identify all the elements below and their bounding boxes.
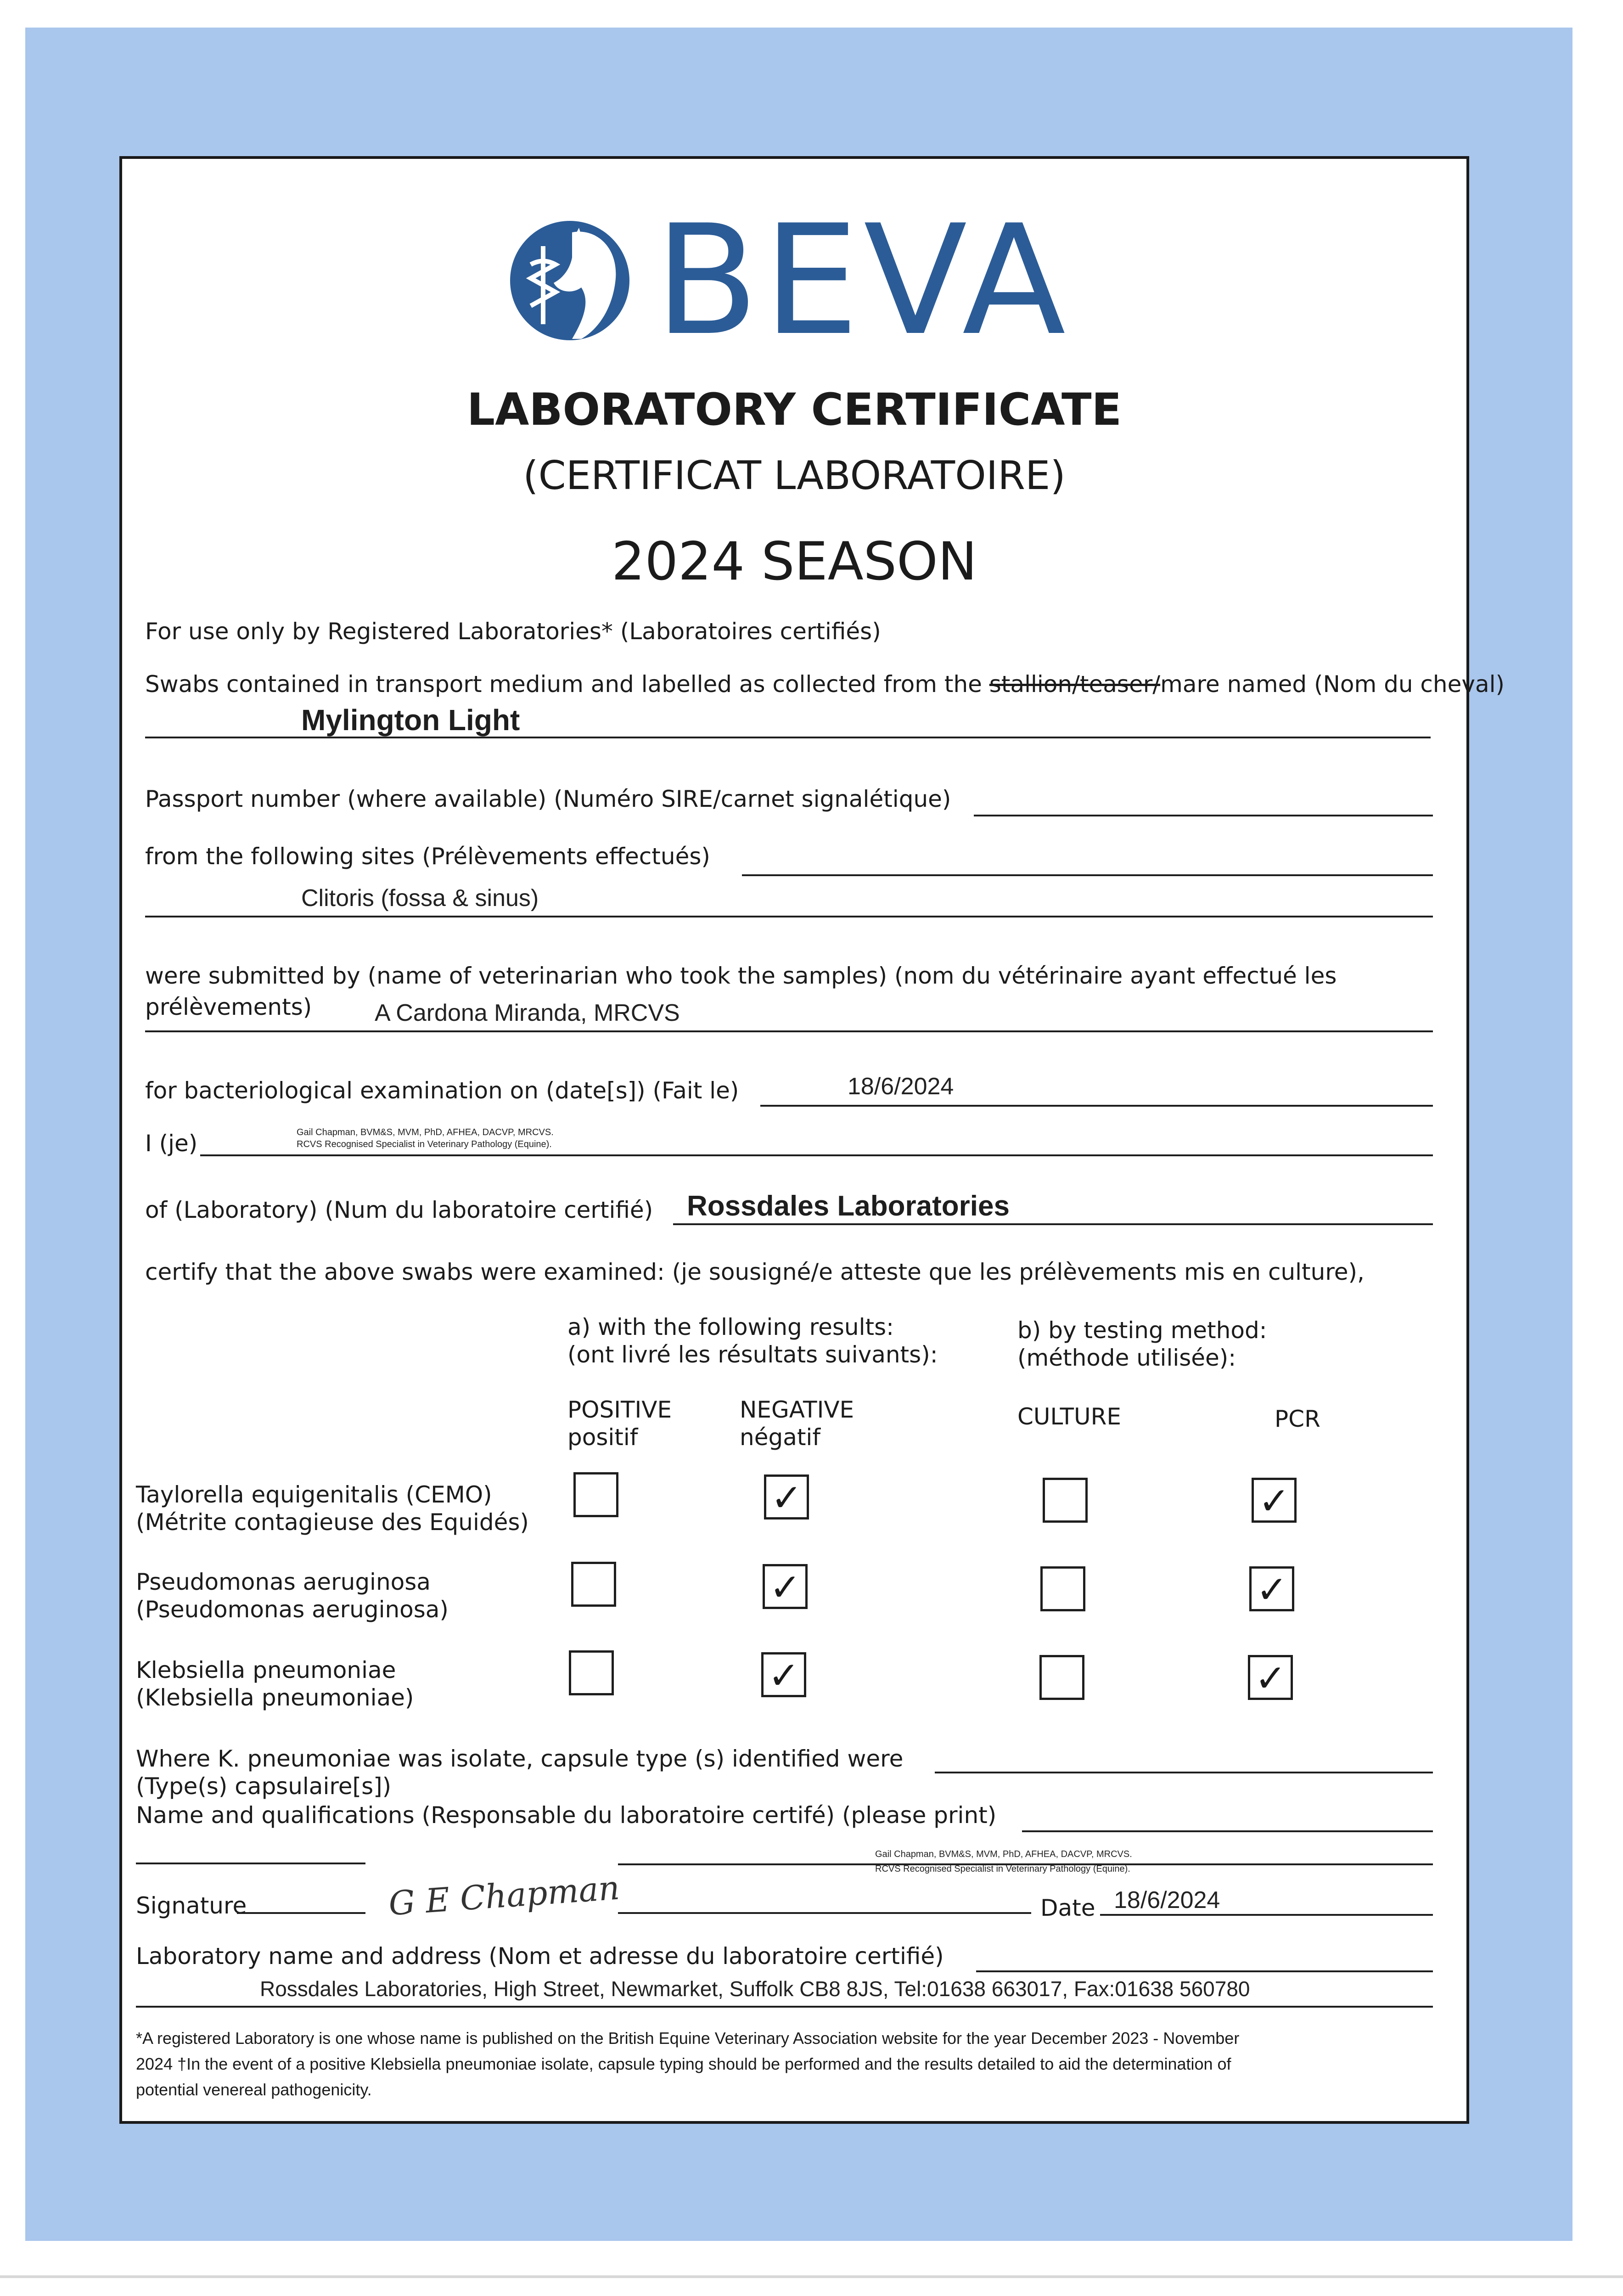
capsule-label-line1: Where K. pneumoniae was isolate, capsule type (s) identified were [136,1745,904,1772]
results-col-b-line2: (méthode utilisée): [1017,1345,1236,1371]
check-icon: ✓ [769,1566,801,1609]
positive-header-line1: POSITIVE [567,1396,672,1423]
lab-value: Rossdales Laboratories [687,1190,1010,1222]
swabs-label-prefix: Swabs contained in transport medium and labelled as collected from the [145,671,989,698]
swabs-label [145,671,1505,698]
logo-wordmark: BEVA [655,192,1071,369]
signature-line [237,1912,365,1914]
pcr-checkbox[interactable] [1248,1655,1293,1700]
pcr-checkbox[interactable] [1249,1566,1294,1611]
swabs-label-suffix: mare named (Nom du cheval) [1160,671,1505,698]
je-label: I (je) [145,1130,198,1157]
season-heading: 2024 SEASON [611,531,977,592]
organism-name-line1: Klebsiella pneumoniae [136,1657,396,1683]
stamp-line2: RCVS Recognised Specialist in Veterinary Pathology (Equine). [875,1864,1130,1874]
capsule-label-line2: (Type(s) capsulaire[s]) [136,1773,392,1800]
signature-label: Signature [136,1892,247,1919]
exam-label: for bacteriological examination on (date[s]) (Fait le) [145,1077,739,1104]
horse-name-line [145,737,1431,738]
swabs-label-struck: stallion/teaser/ [989,671,1161,698]
je-line [200,1154,1433,1156]
certify-text: certify that the above swabs were examined: (je sousigné/e atteste que les prélèvements mis en culture), [145,1259,1365,1285]
footnote-line3: potential venereal pathogenicity. [136,2080,372,2099]
registered-note: For use only by Registered Laboratories* (Laboratoires certifiés) [145,618,881,645]
page-subtitle: (CERTIFICAT LABORATOIRE) [523,453,1066,499]
page-title: LABORATORY CERTIFICATE [466,384,1122,435]
vet-value: A Cardona Miranda, MRCVS [375,1000,680,1026]
date-value: 18/6/2024 [1114,1887,1220,1913]
address-label-line [976,1970,1433,1972]
organism-name-line1: Pseudomonas aeruginosa [136,1569,431,1595]
pcr-checkbox[interactable] [1252,1478,1297,1523]
address-line [136,2006,1433,2008]
sites-label: from the following sites (Prélèvements effectués) [145,843,710,870]
signature-upper-line-left [136,1863,365,1864]
date-line [1100,1914,1433,1916]
vet-line [145,1030,1433,1032]
negative-header-line2: négatif [740,1424,820,1451]
culture-checkbox[interactable] [1040,1566,1085,1611]
vet-label-line2: prélèvements) [145,994,312,1020]
check-icon: ✓ [1255,1657,1286,1700]
je-stamp-line2: RCVS Recognised Specialist in Veterinary Pathology (Equine). [297,1139,552,1149]
check-icon: ✓ [771,1476,803,1520]
je-stamp-line1: Gail Chapman, BVM&S, MVM, PhD, AFHEA, DACVP, MRCVS. [297,1127,554,1137]
organism-name-line2: (Métrite contagieuse des Equidés) [136,1509,529,1536]
signature-right-line [618,1912,1031,1914]
sites-line-1 [742,874,1433,876]
results-col-a-line1: a) with the following results: [567,1314,894,1340]
stamp-line1: Gail Chapman, BVM&S, MVM, PhD, AFHEA, DACVP, MRCVS. [875,1849,1132,1859]
footnote-line1: *A registered Laboratory is one whose name is published on the British Equine Veterinary Association website for the year December 2023 - November [136,2029,1240,2048]
address-label: Laboratory name and address (Nom et adresse du laboratoire certifié) [136,1943,944,1970]
horse-name-value: Mylington Light [301,703,520,737]
certificate-sheet [119,156,1505,2124]
name-qual-label: Name and qualifications (Responsable du laboratoire certifé) (please print) [136,1802,997,1829]
passport-line [974,815,1433,816]
culture-header: CULTURE [1017,1403,1121,1430]
organism-name-line1: Taylorella equigenitalis (CEMO) [136,1481,492,1508]
check-icon: ✓ [1258,1480,1290,1523]
pcr-header: PCR [1275,1406,1320,1432]
beva-logo [503,192,1284,369]
organism-name-line2: (Klebsiella pneumoniae) [136,1684,414,1711]
positive-checkbox[interactable] [571,1562,616,1607]
signature-value: G E Chapman [387,1868,621,1923]
sites-value: Clitoris (fossa & sinus) [301,885,539,912]
positive-header-line2: positif [567,1424,638,1451]
sites-line-2 [145,916,1433,917]
name-qual-line [1022,1830,1433,1832]
check-icon: ✓ [768,1654,800,1698]
capsule-line [935,1772,1433,1773]
check-icon: ✓ [1256,1568,1288,1612]
lab-line [673,1223,1433,1225]
results-col-a-line2: (ont livré les résultats suivants): [567,1341,938,1368]
results-col-b-line1: b) by testing method: [1017,1317,1267,1344]
horse-head-caduceus-icon [503,214,636,347]
negative-checkbox[interactable] [761,1652,806,1697]
culture-checkbox[interactable] [1039,1655,1084,1700]
positive-checkbox[interactable] [573,1472,618,1517]
address-value: Rossdales Laboratories, High Street, Newmarket, Suffolk CB8 8JS, Tel:01638 663017, Fax:01638 560780 [260,1977,1250,2001]
negative-header-line1: NEGATIVE [740,1396,854,1423]
positive-checkbox[interactable] [569,1650,614,1695]
lab-label: of (Laboratory) (Num du laboratoire certifié) [145,1197,653,1223]
negative-checkbox[interactable] [763,1564,808,1609]
culture-checkbox[interactable] [1043,1478,1088,1523]
page-edge [0,2275,1623,2278]
vet-label-line1: were submitted by (name of veterinarian who took the samples) (nom du vétérinaire ayant effectué les [145,962,1337,989]
organism-name-line2: (Pseudomonas aeruginosa) [136,1596,449,1623]
passport-label: Passport number (where available) (Numéro SIRE/carnet signalétique) [145,786,951,812]
footnote-line2: 2024 †In the event of a positive Klebsiella pneumoniae isolate, capsule typing should be performed and the results detailed to aid the determination of [136,2054,1231,2073]
exam-line [760,1105,1433,1107]
date-label: Date [1040,1895,1095,1921]
negative-checkbox[interactable] [764,1474,809,1519]
exam-date-value: 18/6/2024 [848,1073,954,1100]
